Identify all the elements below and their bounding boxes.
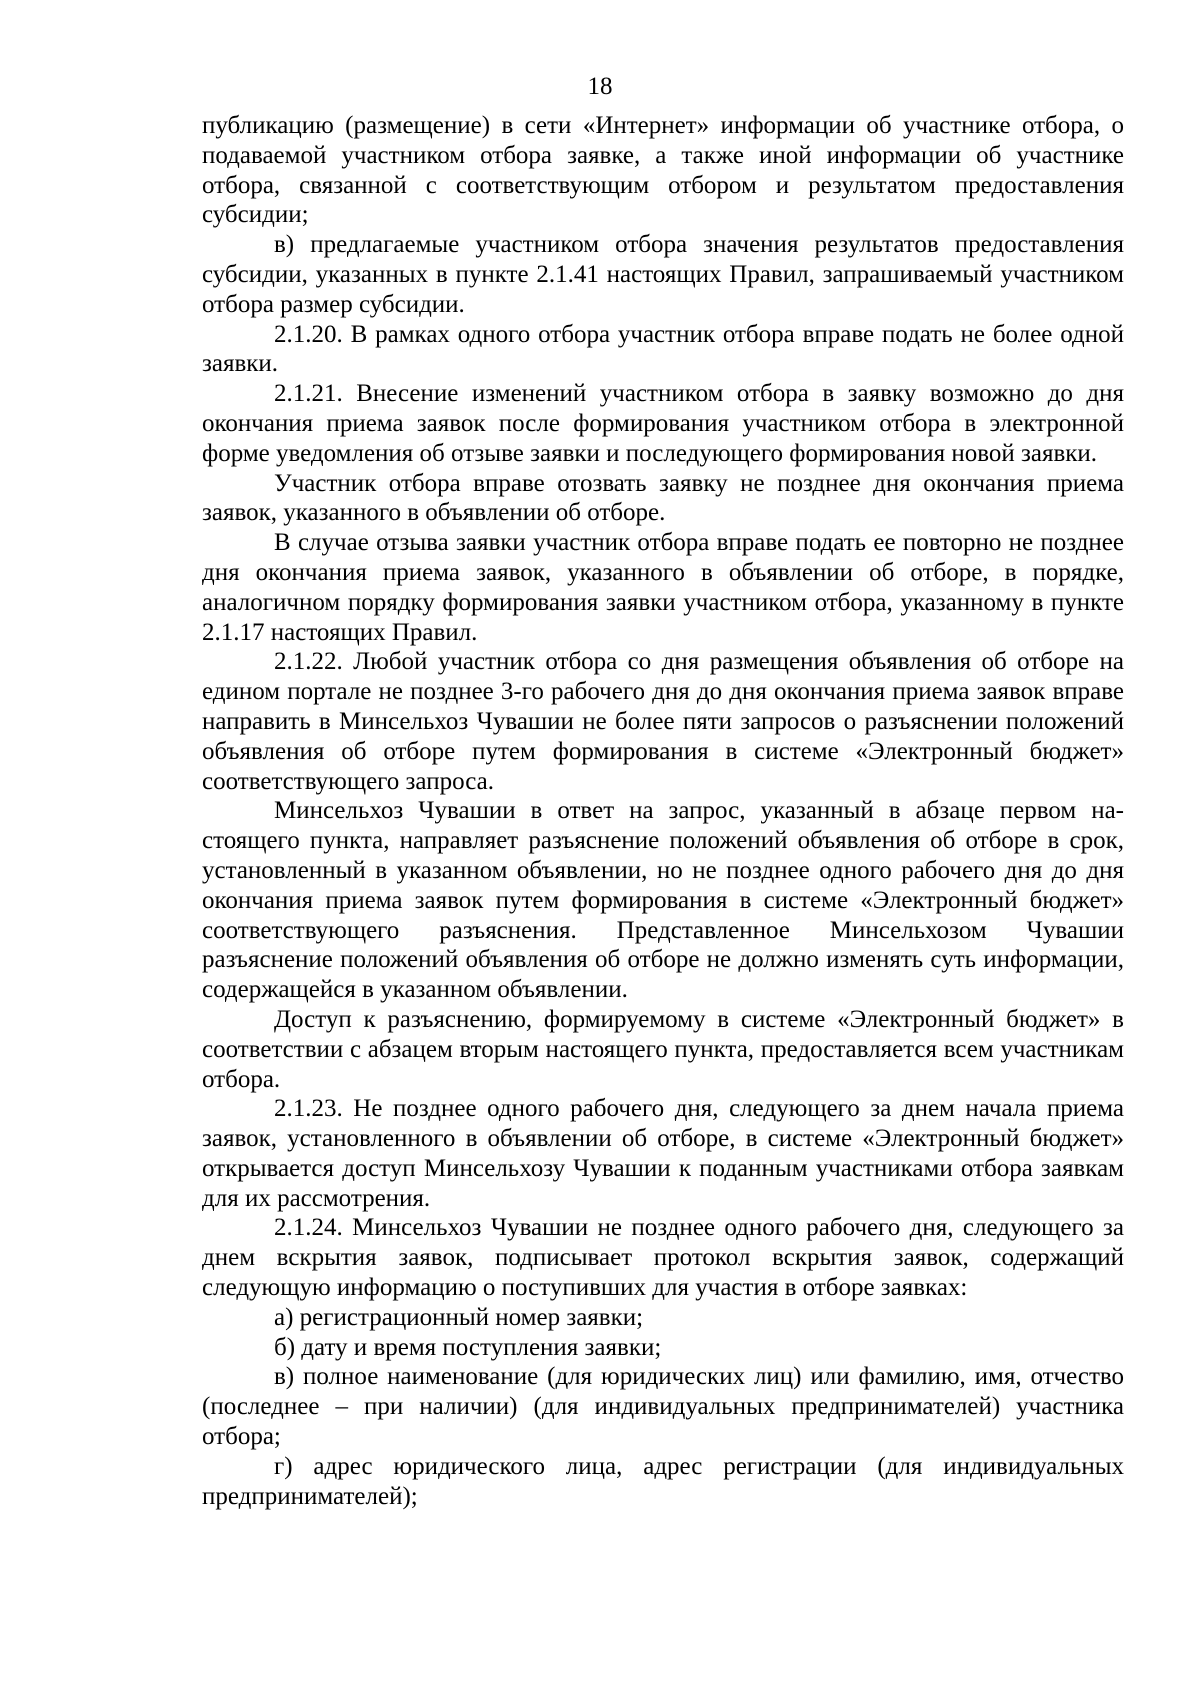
list-item-v: в) полное наименование (для юридических лиц) или фамилию, имя, отчество (последнее – при наличии) (для индивидуальных предпринимателей) участника отбора;	[202, 1363, 1124, 1451]
paragraph-2-1-24: 2.1.24. Минсельхоз Чувашии не позднее одного рабочего дня, следующего за днем вскрытия заявок, подписывает протокол вскрытия заявок, содержащий следующую информацию о поступивших для участия в отборе заявках:	[202, 1214, 1124, 1302]
paragraph-item-v-results: в) предлагаемые участником отбора значения результатов предоставления субсидии, указанных в пункте 2.1.41 настоящих Правил, запрашиваемый участником отбора размер субсидии.	[202, 231, 1124, 318]
paragraph-resubmit: В случае отзыва заявки участник отбора вправе подать ее повторно не позднее дня окончания приема заявок, указанного в объявлении об отборе, в порядке, аналогичном порядку формирования заявки участником отбора, указанному в пункте 2.1.17 настоящих Правил.	[202, 529, 1124, 646]
paragraph-access: Доступ к разъяснению, формируемому в системе «Электронный бюджет» в соответствии с абзацем вторым настоящего пункта, предоставляется всем участникам отбора.	[202, 1005, 1124, 1093]
paragraph-2-1-20: 2.1.20. В рамках одного отбора участник отбора вправе подать не более одной заявки.	[202, 320, 1124, 378]
paragraph-2-1-22: 2.1.22. Любой участник отбора со дня размещения объявления об отборе на едином портале не позднее 3-го рабочего дня до дня окончания приема заявок вправе направить в Минсельхоз Чувашии не более пяти запросов о разъяснении положений объявления об отборе путем формирования в системе «Электронный бюджет» соответствующего запроса.	[202, 648, 1124, 795]
list-item-a: а) регистрационный номер заявки;	[274, 1303, 644, 1331]
list-item-g: г) адрес юридического лица, адрес регистрации (для индивидуальных предпринимателей);	[202, 1452, 1124, 1510]
paragraph-2-1-21: 2.1.21. Внесение изменений участником отбора в заявку возможно до дня окончания приема заявок после формирования участником отбора в электронной форме уведомления об отзыве заявки и последующего формирования новой заявки.	[202, 380, 1124, 467]
document-body	[202, 111, 1124, 1511]
page-number: 18	[587, 73, 613, 100]
list-item-b: б) дату и время поступления заявки;	[274, 1333, 662, 1361]
paragraph-2-1-23: 2.1.23. Не позднее одного рабочего дня, следующего за днем начала приема заявок, установленного в объявлении об отборе, в системе «Электронный бюджет» открывается доступ Минсельхозу Чувашии к поданным участниками отбора заявкам для их рассмотрения.	[202, 1095, 1124, 1212]
paragraph-withdraw: Участник отбора вправе отозвать заявку не позднее дня окончания приема заявок, указанного в объявлении об отборе.	[202, 469, 1124, 527]
paragraph-clarification: Минсельхоз Чувашии в ответ на запрос, указанный в абзаце первом настоящего пункта, направляет разъяснение положений объявления об отборе в срок, установленный в указанном объявлении, но не позднее одного рабочего дня до дня окончания приема заявок путем формирования в системе «Электронный бюджет» соответствующего разъяснения. Представленное Минсельхозом Чувашии разъяснение положений объявления об отборе не должно изменять суть информации, содержащейся в указанном объявлении.	[202, 797, 1124, 1004]
paragraph-continuation: публикацию (размещение) в сети «Интернет» информации об участнике отбора, о подаваемой участником отбора заявке, а также иной информации об участнике отбора, связанной с соответствующим отбором и результатом предоставления субсидии;	[202, 112, 1124, 229]
